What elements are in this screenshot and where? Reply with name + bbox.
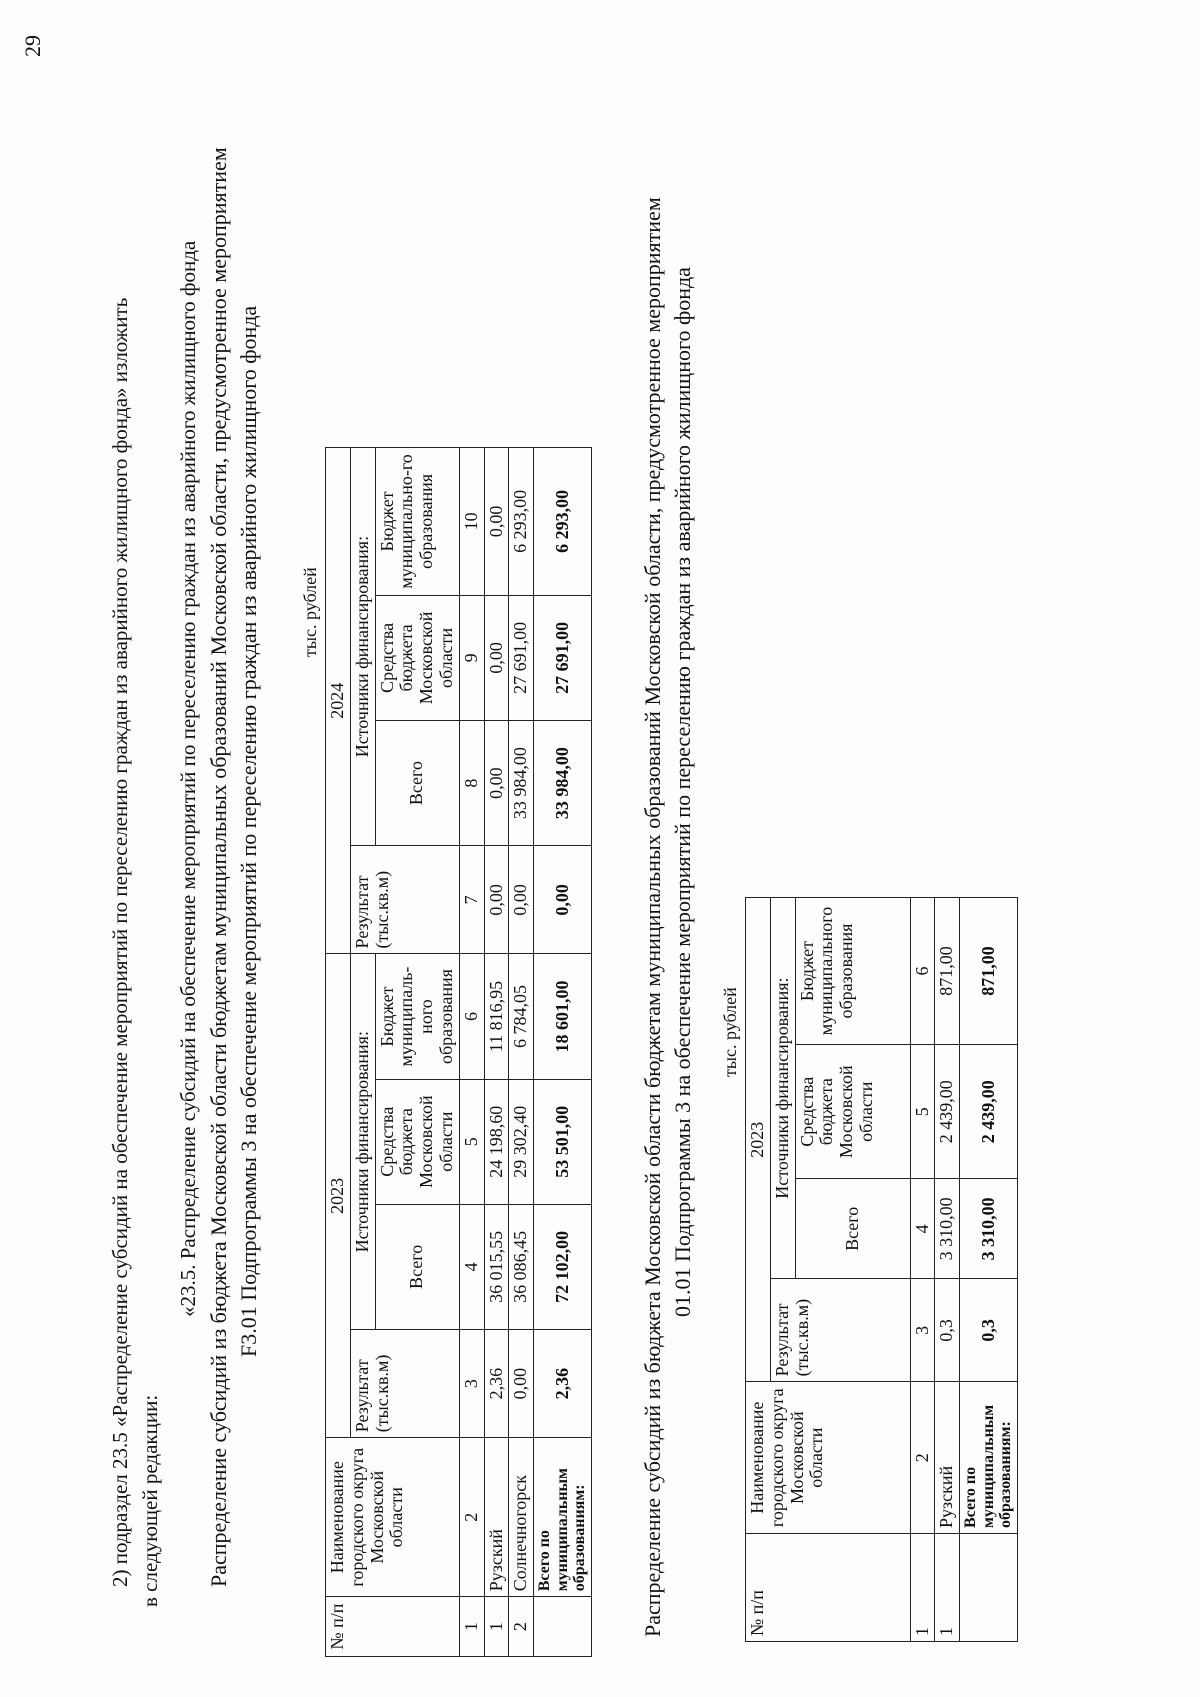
col-number: 1 — [910, 1534, 935, 1642]
header-result-2024: Результат (тыс.кв.м) — [350, 846, 459, 954]
col-number: 6 — [459, 954, 484, 1079]
col-number: 3 — [459, 1329, 484, 1437]
cell-result: 0,3 — [935, 1279, 960, 1382]
header-year-2023: 2023 — [326, 954, 351, 1438]
cell-num-empty — [534, 1597, 592, 1657]
header-total: Всего — [795, 1179, 910, 1279]
cell-total-2024: 0,00 — [484, 721, 509, 846]
cell-mo-2024: 27 691,00 — [534, 595, 592, 720]
col-number: 5 — [910, 1045, 935, 1179]
cell-mun-2024: 6 293,00 — [534, 448, 592, 596]
header-mun-budget: Бюджет муниципального образования — [795, 898, 910, 1045]
header-total-2023: Всего — [375, 1204, 459, 1329]
header-mo-budget-2024: Средства бюджета Московской области — [375, 595, 459, 720]
header-mun-budget-2024: Бюджет муниципально-го образования — [375, 448, 459, 596]
table-row — [509, 448, 534, 1657]
table1-title-line-1: Распределение субсидий из бюджета Московской области бюджетам муниципальных образований Московской области, предусмотренное мероприятием — [206, 147, 231, 1587]
header-result: Результат (тыс.кв.м) — [770, 1279, 910, 1382]
cell-mo-2023: 53 501,00 — [534, 1079, 592, 1204]
cell-mo-2024: 0,00 — [484, 595, 509, 720]
table2-header-row-1 — [746, 898, 771, 1642]
table-row — [935, 898, 960, 1642]
cell-result-2024: 0,00 — [534, 846, 592, 954]
table1-col-number-row — [459, 448, 484, 1657]
cell-mo-2023: 29 302,40 — [509, 1079, 534, 1204]
cell-result: 0,3 — [960, 1279, 1018, 1382]
page-number: 29 — [20, 35, 45, 57]
cell-num-empty — [960, 1534, 1018, 1642]
cell-mun-2023: 6 784,05 — [509, 954, 534, 1079]
header-sources: Источники финансирования: — [770, 898, 795, 1279]
intro-line-1: 2) подраздел 23.5 «Распределение субсидий на обеспечение мероприятий по переселению граждан из аварийного жилищного фонда» изложить — [108, 297, 132, 1587]
col-number: 6 — [910, 898, 935, 1045]
cell-mo: 2 439,00 — [935, 1045, 960, 1179]
cell-mun: 871,00 — [960, 898, 1018, 1045]
table2-col-number-row — [910, 898, 935, 1642]
cell-num: 1 — [484, 1597, 509, 1657]
table-row — [484, 448, 509, 1657]
cell-total: 3 310,00 — [960, 1179, 1018, 1279]
cell-mun-2024: 0,00 — [484, 448, 509, 596]
col-number: 8 — [459, 721, 484, 846]
cell-name: Солнечногорск — [509, 1438, 534, 1597]
cell-result-2024: 0,00 — [484, 846, 509, 954]
cell-mun: 871,00 — [935, 898, 960, 1045]
header-mo-budget-2023: Средства бюджета Московской области — [375, 1079, 459, 1204]
header-num: № п/п — [326, 1597, 460, 1657]
table1-title-line-2: F3.01 Подпрограммы 3 на обеспечение мероприятий по переселению граждан из аварийного жилищного фонда — [236, 305, 261, 1357]
cell-mun-2023: 11 816,95 — [484, 954, 509, 1079]
header-year-2023: 2023 — [746, 898, 771, 1382]
col-number: 2 — [459, 1438, 484, 1597]
header-year-2024: 2024 — [326, 448, 351, 954]
col-number: 4 — [459, 1204, 484, 1329]
header-result-2023: Результат (тыс.кв.м) — [350, 1329, 459, 1437]
cell-mo-2024: 27 691,00 — [509, 595, 534, 720]
table-total-row — [960, 898, 1018, 1642]
cell-total-2023: 36 015,55 — [484, 1204, 509, 1329]
table2-title-line-2: 01.01 Подпрограммы 3 на обеспечение мероприятий по переселению граждан из аварийного жилищного фонда — [670, 267, 695, 1317]
table1-unit: тыс. рублей — [300, 567, 320, 657]
table-total-row — [534, 448, 592, 1657]
col-number: 9 — [459, 595, 484, 720]
cell-mo: 2 439,00 — [960, 1045, 1018, 1179]
header-name: Наименование городского округа Московской области — [326, 1438, 460, 1597]
header-sources-2024: Источники финансирования: — [350, 448, 375, 846]
cell-result-2023: 0,00 — [509, 1329, 534, 1437]
col-number: 5 — [459, 1079, 484, 1204]
cell-num: 1 — [935, 1534, 960, 1642]
intro-line-2: в следующей редакции: — [138, 1394, 162, 1607]
header-num: № п/п — [746, 1534, 911, 1642]
table1-header-row-1 — [326, 448, 351, 1657]
cell-mun-2023: 18 601,00 — [534, 954, 592, 1079]
table2-title-line-1: Распределение субсидий из бюджета Московской области бюджетам муниципальных образований Московской области, предусмотренное мероприятием — [640, 197, 665, 1637]
col-number: 3 — [910, 1279, 935, 1382]
table2-unit: тыс. рублей — [720, 987, 740, 1077]
cell-total-label: Всего по муниципальным образованиям: — [960, 1382, 1018, 1534]
col-number: 2 — [910, 1382, 935, 1534]
header-sources-2023: Источники финансирования: — [350, 954, 375, 1330]
header-mun-budget-2023: Бюджет муниципаль-ного образования — [375, 954, 459, 1079]
header-name: Наименование городского округа Московской области — [746, 1382, 911, 1534]
table2 — [745, 897, 1018, 1642]
col-number: 7 — [459, 846, 484, 954]
col-number: 10 — [459, 448, 484, 596]
cell-result-2024: 0,00 — [509, 846, 534, 954]
cell-mo-2023: 24 198,60 — [484, 1079, 509, 1204]
cell-total-label: Всего по муниципальным образованиям: — [534, 1438, 592, 1597]
cell-total-2023: 72 102,00 — [534, 1204, 592, 1329]
header-total-2024: Всего — [375, 721, 459, 846]
cell-name: Рузский — [484, 1438, 509, 1597]
col-number: 4 — [910, 1179, 935, 1279]
cell-result-2023: 2,36 — [484, 1329, 509, 1437]
cell-total-2023: 36 086,45 — [509, 1204, 534, 1329]
table1 — [325, 447, 592, 1657]
cell-total: 3 310,00 — [935, 1179, 960, 1279]
cell-num: 2 — [509, 1597, 534, 1657]
intro-line-3: «23.5. Распределение субсидий на обеспечение мероприятий по переселению граждан из аварийного жилищного фонда — [176, 240, 200, 1317]
cell-result-2023: 2,36 — [534, 1329, 592, 1437]
header-mo-budget: Средства бюджета Московской области — [795, 1045, 910, 1179]
cell-total-2024: 33 984,00 — [509, 721, 534, 846]
cell-total-2024: 33 984,00 — [534, 721, 592, 846]
col-number: 1 — [459, 1597, 484, 1657]
cell-name: Рузский — [935, 1382, 960, 1534]
cell-mun-2024: 6 293,00 — [509, 448, 534, 596]
